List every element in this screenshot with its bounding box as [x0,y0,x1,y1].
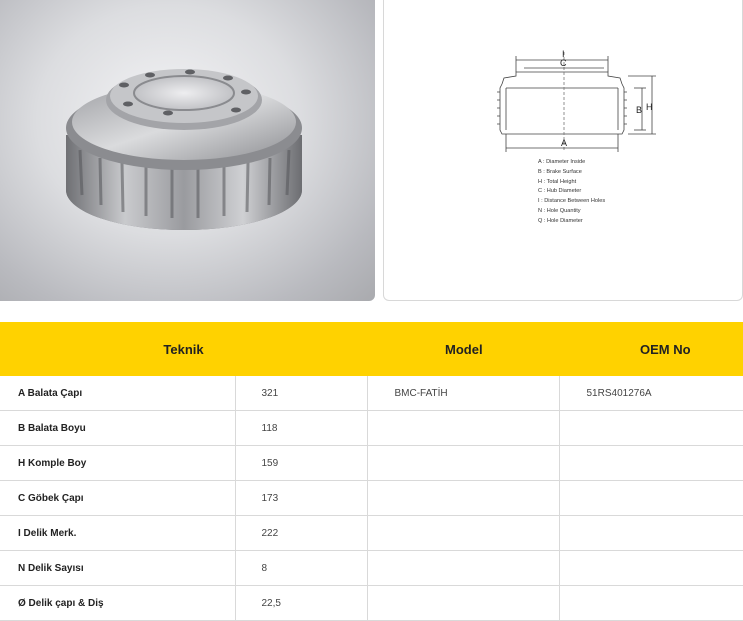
row-label: A Balata Çapı [0,376,235,411]
product-photo [0,0,375,301]
legend-item: B : Brake Surface [538,168,582,175]
dimension-diagram [383,0,743,301]
row-model [367,446,559,481]
row-value: 22,5 [235,586,367,621]
row-label: N Delik Sayısı [0,551,235,586]
spec-table-header [0,322,743,376]
row-model [367,586,559,621]
dimension-legend [538,158,605,227]
dim-label-c: C [560,58,567,68]
row-oem [559,481,743,516]
row-value: 8 [235,551,367,586]
row-value: 118 [235,411,367,446]
row-model: BMC-FATİH [367,376,559,411]
table-row [0,481,743,516]
legend-item: N : Hole Quantity [538,207,581,214]
row-oem [559,586,743,621]
table-row [0,551,743,586]
header-oem: OEM No [559,322,743,376]
header-model: Model [367,322,559,376]
row-label: I Delik Merk. [0,516,235,551]
legend-item: Q : Hole Diameter [538,217,583,224]
row-oem [559,411,743,446]
dim-label-b: B [636,105,643,115]
dim-label-a: A [561,138,568,148]
row-value: 159 [235,446,367,481]
spec-table [0,322,743,621]
legend-item: H : Total Height [538,178,577,185]
row-model [367,481,559,516]
row-oem: 51RS401276A [559,376,743,411]
row-value: 222 [235,516,367,551]
dim-label-i: I [562,49,565,59]
row-label: Ø Delik çapı & Diş [0,586,235,621]
table-row [0,411,743,446]
table-row [0,586,743,621]
drum-cross-section-drawing [384,0,743,301]
row-oem [559,551,743,586]
brake-drum-image [0,0,375,301]
row-model [367,411,559,446]
table-row [0,516,743,551]
table-row [0,446,743,481]
row-oem [559,446,743,481]
legend-item: C : Hub Diameter [538,188,582,195]
legend-item: I : Distance Between Holes [538,198,606,205]
header-teknik: Teknik [0,322,367,376]
table-row [0,376,743,411]
row-model [367,516,559,551]
row-value: 173 [235,481,367,516]
row-oem [559,516,743,551]
dim-label-h: H [646,102,653,112]
row-label: C Göbek Çapı [0,481,235,516]
row-model [367,551,559,586]
legend-item: A : Diameter Inside [538,159,586,165]
row-label: B Balata Boyu [0,411,235,446]
row-label: H Komple Boy [0,446,235,481]
row-value: 321 [235,376,367,411]
